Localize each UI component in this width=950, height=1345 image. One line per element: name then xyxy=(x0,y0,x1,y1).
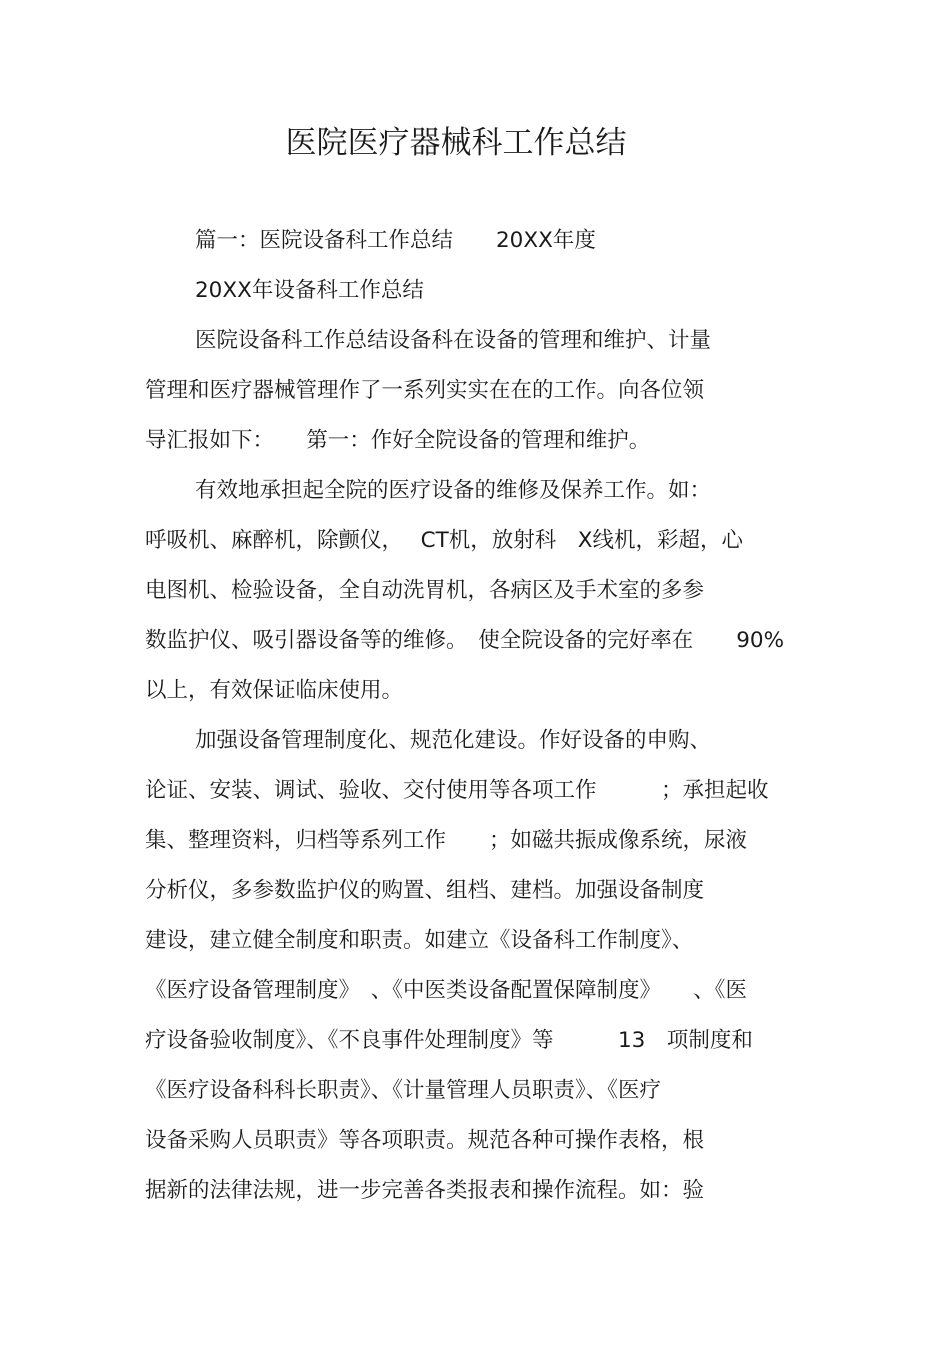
paragraph-line: 以上，有效保证临床使用。 xyxy=(145,678,404,703)
paragraph-line: 设备采购人员职责》等各项职责。规范各种可操作表格，根 xyxy=(145,1128,705,1153)
paragraph-line: 集、整理资料，归档等系列工作 ；如磁共振成像系统，尿液 xyxy=(145,828,748,853)
paragraph-line: 建设，建立健全制度和职责。如建立《设备科工作制度》、 xyxy=(145,928,694,953)
paragraph-line: 篇一：医院设备科工作总结 20XX年度 xyxy=(195,228,596,253)
paragraph-line: 疗设备验收制度》、《不良事件处理制度》等 13 项制度和 xyxy=(145,1028,753,1053)
paragraph-line: 加强设备管理制度化、规范化建设。作好设备的申购、 xyxy=(195,728,712,753)
paragraph-line: 论证、安装、调试、验收、交付使用等各项工作 ；承担起收 xyxy=(145,778,769,803)
paragraph-line: 《医疗设备科科长职责》、《计量管理人员职责》、《医疗 xyxy=(145,1078,662,1103)
document-title: 医院医疗器械科工作总结 xyxy=(285,125,627,161)
paragraph-line: 呼吸机、麻醉机，除颤仪， CT机，放射科 X线机，彩超，心 xyxy=(145,528,743,553)
paragraph-line: 《医疗设备管理制度》 、《中医类设备配置保障制度》 、《医 xyxy=(145,978,748,1003)
paragraph-line: 电图机、检验设备，全自动洗胃机，各病区及手术室的多参 xyxy=(145,578,705,603)
paragraph-line: 医院设备科工作总结设备科在设备的管理和维护、计量 xyxy=(195,328,712,353)
paragraph-line: 据新的法律法规，进一步完善各类报表和操作流程。如：验 xyxy=(145,1178,705,1203)
paragraph-line: 分析仪，多参数监护仪的购置、组档、建档。加强设备制度 xyxy=(145,878,705,903)
paragraph-line: 导汇报如下： 第一：作好全院设备的管理和维护。 xyxy=(145,428,651,453)
paragraph-line: 20XX年设备科工作总结 xyxy=(195,278,424,303)
paragraph-line: 有效地承担起全院的医疗设备的维修及保养工作。如： xyxy=(195,478,712,503)
paragraph-line: 管理和医疗器械管理作了一系列实实在在的工作。向各位领 xyxy=(145,378,705,403)
paragraph-line: 数监护仪、吸引器设备等的维修。 使全院设备的完好率在 90% xyxy=(145,628,785,653)
